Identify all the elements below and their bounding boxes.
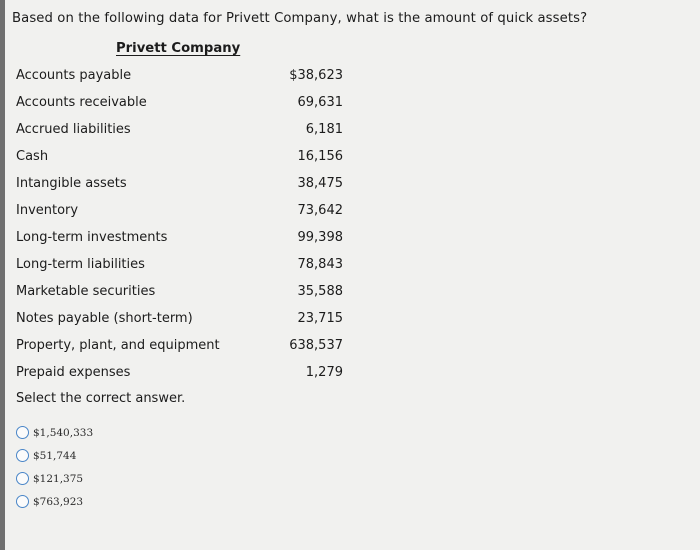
question-text: Based on the following data for Privett Company, what is the amount of quick assets? <box>12 11 588 26</box>
row-label: Notes payable (short-term) <box>16 311 193 326</box>
row-label: Long-term liabilities <box>16 257 145 272</box>
row-label: Marketable securities <box>16 284 156 299</box>
answer-option-1[interactable] <box>16 421 93 444</box>
row-amount: 16,156 <box>297 149 343 164</box>
row-amount: 38,475 <box>297 176 343 191</box>
table-row <box>0 227 700 254</box>
table-row <box>0 65 700 92</box>
row-label: Accounts receivable <box>16 95 147 110</box>
radio-button[interactable] <box>16 495 29 508</box>
row-amount: $38,623 <box>289 68 343 83</box>
row-label: Long-term investments <box>16 230 168 245</box>
answer-option-label[interactable]: $121,375 <box>33 472 84 485</box>
row-amount: 35,588 <box>297 284 343 299</box>
row-amount: 638,537 <box>289 338 343 353</box>
row-label: Accrued liabilities <box>16 122 131 137</box>
row-label: Property, plant, and equipment <box>16 338 220 353</box>
radio-button[interactable] <box>16 472 29 485</box>
table-row <box>0 362 700 389</box>
table-row <box>0 92 700 119</box>
answer-option-4[interactable] <box>16 490 93 513</box>
row-amount: 23,715 <box>297 311 343 326</box>
row-label: Accounts payable <box>16 68 132 83</box>
row-label: Prepaid expenses <box>16 365 131 380</box>
radio-button[interactable] <box>16 426 29 439</box>
row-amount: 78,843 <box>297 257 343 272</box>
row-amount: 99,398 <box>297 230 343 245</box>
row-amount: 73,642 <box>297 203 343 218</box>
table-row <box>0 335 700 362</box>
row-amount: 6,181 <box>305 122 343 137</box>
table-row <box>0 146 700 173</box>
answer-option-label[interactable]: $51,744 <box>33 449 77 462</box>
table-row <box>0 308 700 335</box>
answer-choices <box>16 421 93 513</box>
row-label: Inventory <box>16 203 79 218</box>
answer-option-label[interactable]: $1,540,333 <box>33 426 94 439</box>
financial-data-table <box>0 65 700 389</box>
row-amount: 1,279 <box>305 365 343 380</box>
table-row <box>0 281 700 308</box>
radio-button[interactable] <box>16 449 29 462</box>
answer-option-label[interactable]: $763,923 <box>33 495 84 508</box>
row-label: Cash <box>16 149 49 164</box>
company-heading: Privett Company <box>116 41 241 56</box>
table-row <box>0 200 700 227</box>
row-label: Intangible assets <box>16 176 127 191</box>
answer-option-2[interactable] <box>16 444 93 467</box>
table-row <box>0 173 700 200</box>
table-row <box>0 254 700 281</box>
select-answer-prompt: Select the correct answer. <box>16 391 186 406</box>
table-row <box>0 119 700 146</box>
answer-option-3[interactable] <box>16 467 93 490</box>
row-amount: 69,631 <box>297 95 343 110</box>
